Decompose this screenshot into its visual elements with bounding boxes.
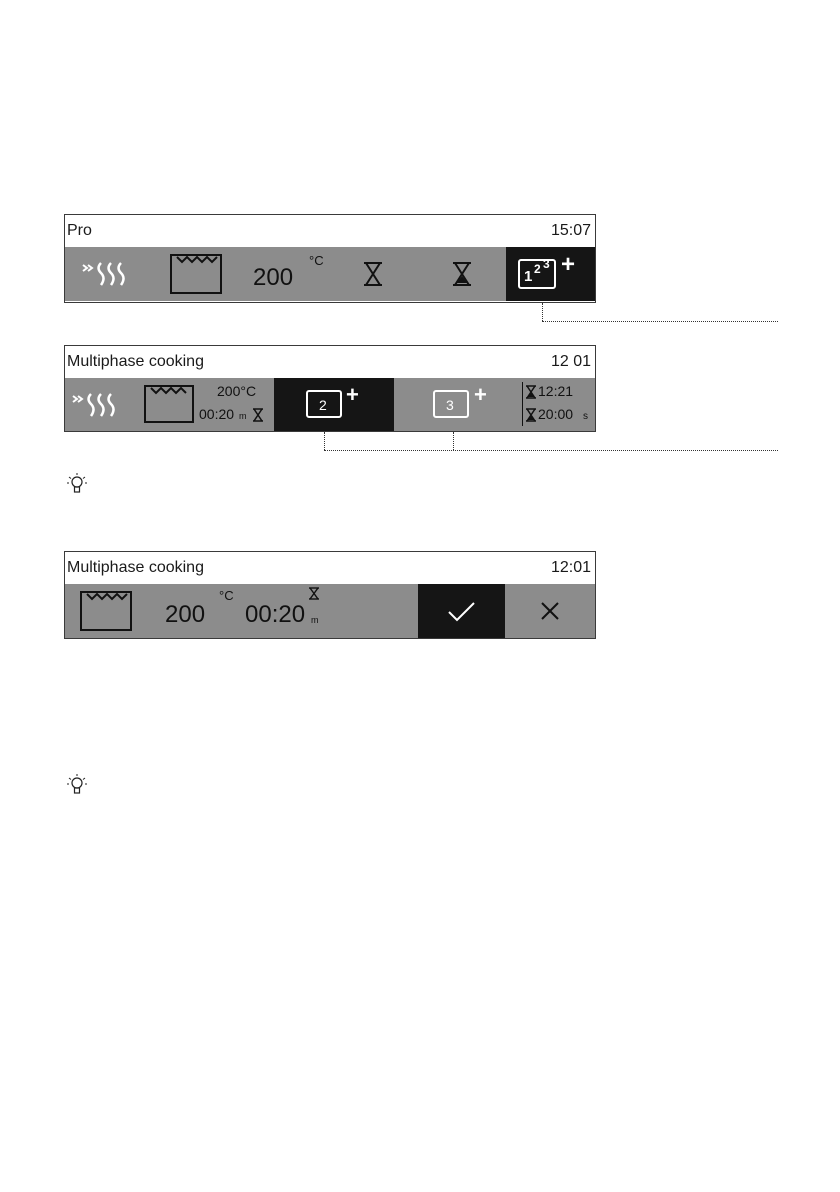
temperature-value[interactable]: 200	[253, 264, 294, 291]
duration-timer-icon[interactable]	[361, 247, 385, 301]
leader-line	[542, 303, 543, 321]
panel-title: Pro	[67, 222, 92, 239]
plus-icon: +	[561, 251, 576, 278]
temperature-value[interactable]: 200	[165, 601, 206, 628]
title-bar	[65, 346, 595, 378]
phase-settings-bar	[65, 584, 595, 638]
oven-top-heat-icon[interactable]	[143, 378, 199, 431]
total-time-unit: s	[583, 411, 588, 422]
rapid-heat-icon[interactable]	[67, 378, 127, 431]
separator	[522, 382, 523, 426]
clock: 15:07	[550, 222, 591, 239]
oven-top-heat-icon[interactable]	[169, 247, 225, 301]
rapid-heat-icon[interactable]	[77, 247, 137, 301]
leader-line	[324, 450, 778, 451]
end-time-icon	[526, 385, 536, 399]
temperature-unit: °C	[309, 253, 324, 268]
lightbulb-tip-icon	[66, 773, 88, 797]
phase1-duration: 00:20	[199, 406, 235, 422]
phase-2-icon: 2	[306, 390, 342, 418]
phase-confirm-panel	[64, 551, 596, 639]
oven-top-heat-icon[interactable]	[79, 584, 135, 638]
phase-3-icon: 3	[433, 390, 469, 418]
panel-title: Multiphase cooking	[67, 559, 204, 576]
clock: 12 01	[550, 353, 591, 370]
confirm-button[interactable]	[418, 584, 505, 638]
phase1-temperature: 200°C	[217, 383, 257, 399]
pro-display-panel	[64, 214, 596, 303]
function-bar	[65, 247, 595, 301]
phase-2-button[interactable]	[274, 378, 394, 431]
plus-icon: +	[474, 382, 487, 407]
title-bar	[65, 552, 595, 584]
end-time-value: 12:21	[538, 383, 574, 399]
checkmark-icon	[418, 584, 505, 638]
duration-value[interactable]: 00:20	[245, 601, 306, 628]
multiphase-panel	[64, 345, 596, 432]
panel-title: Multiphase cooking	[67, 353, 204, 370]
phase1-duration-unit: m	[239, 411, 247, 421]
end-timer-icon[interactable]	[450, 247, 474, 301]
add-phase-button[interactable]	[506, 247, 595, 301]
leader-line	[453, 432, 454, 450]
hourglass-icon	[309, 587, 319, 600]
duration-unit: m	[311, 615, 319, 625]
clock: 12:01	[550, 559, 591, 576]
total-time-icon	[526, 408, 536, 422]
leader-line	[542, 321, 778, 322]
add-phase-icon: 1 2 3	[518, 259, 556, 289]
temperature-unit: °C	[219, 588, 234, 603]
total-time-value: 20:00	[538, 406, 574, 422]
leader-line	[324, 432, 325, 450]
close-icon	[505, 584, 595, 638]
lightbulb-tip-icon	[66, 472, 88, 496]
phase-bar	[65, 378, 595, 431]
plus-icon: +	[346, 382, 359, 407]
cancel-button[interactable]	[505, 584, 595, 638]
phase-3-button[interactable]	[394, 378, 518, 431]
title-bar	[65, 215, 595, 247]
hourglass-icon	[253, 408, 263, 422]
